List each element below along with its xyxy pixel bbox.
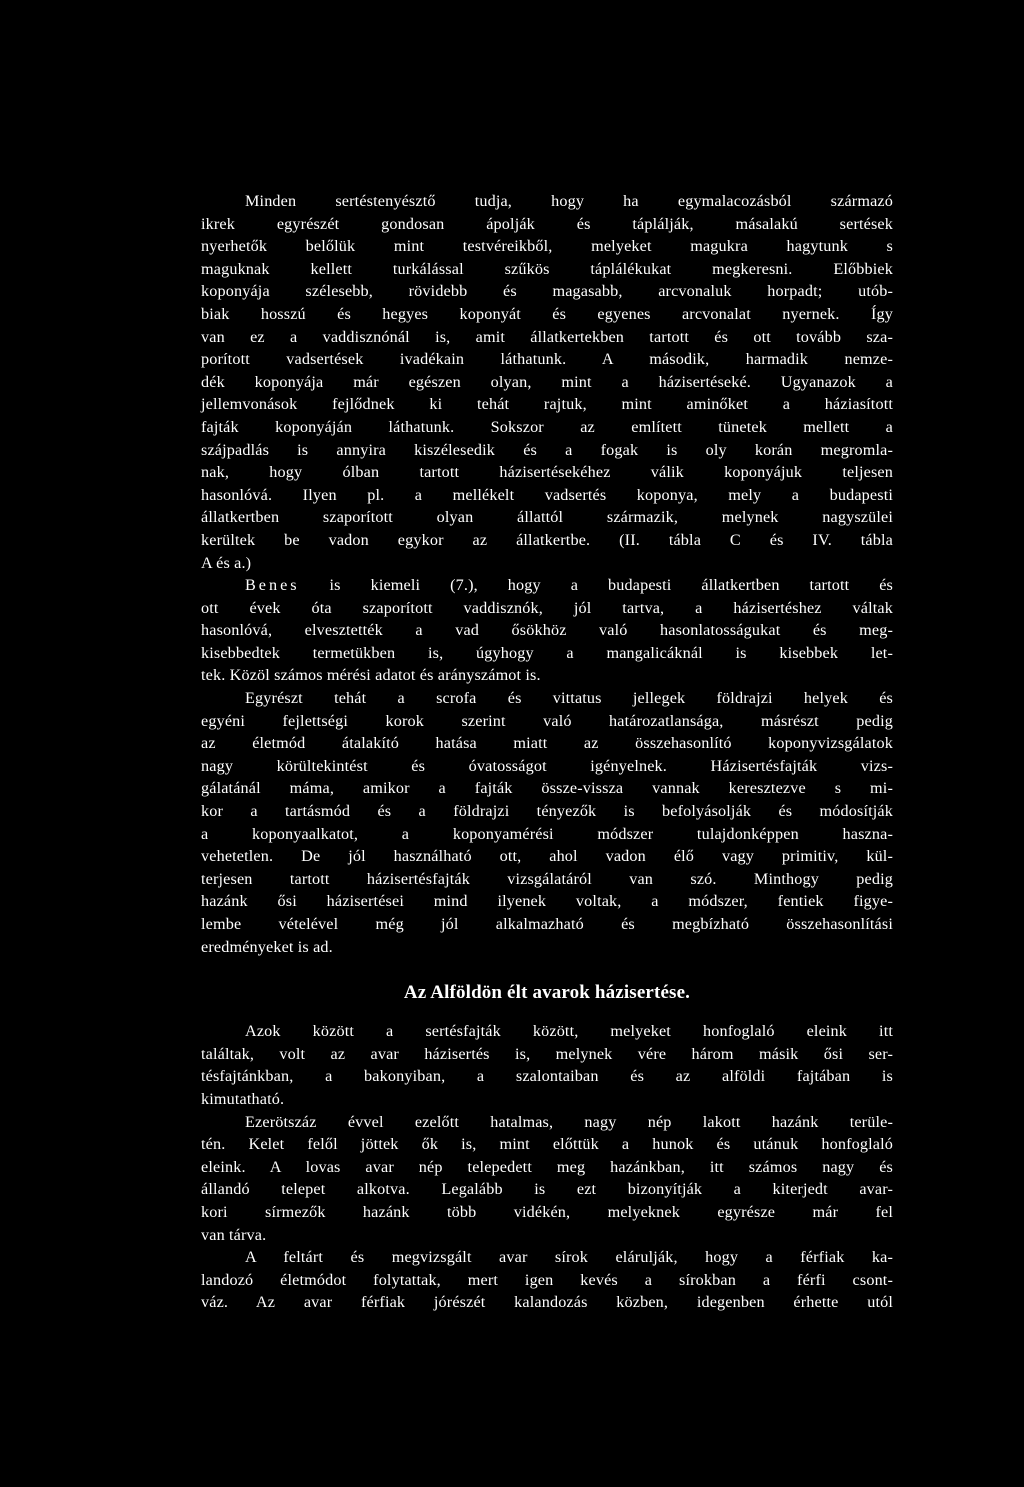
text-line: nak, hogy ólban tartott házisertésekéhez válik koponyájuk teljesen <box>201 463 893 482</box>
paragraph-section-1 <box>201 190 893 574</box>
text-line: gálatánál máma, amikor a fajták össze-vissza vannak keresztezve s mi- <box>201 779 893 798</box>
text-line: váz. Az avar férfiak jórészét kalandozás közben, idegenben érhette utól <box>201 1293 893 1312</box>
text-line: hasonlóvá. Ilyen pl. a mellékelt vadsertés koponya, mely a budapesti <box>201 485 893 504</box>
text-line: kori sírmezők hazánk több vidékén, melyeknek egyrésze már fel <box>201 1202 893 1221</box>
text-line: porított vadsertések ivadékain láthatunk. A második, harmadik nemze- <box>201 350 893 369</box>
text-line: kor a tartásmód és a földrajzi tényezők is befolyásolják és módosítják <box>201 802 893 821</box>
text-line: biak hosszú és hegyes koponyát és egyenes arcvonalat nyernek. Így <box>201 304 893 323</box>
text-line: jellemvonások fejlődnek ki tehát rajtuk, mint aminőket a háziasított <box>201 395 893 414</box>
body-text <box>201 190 893 1314</box>
text-line: tén. Kelet felől jöttek ők is, mint előttük a hunok és utánuk honfoglaló <box>201 1135 893 1154</box>
text-line: Egyrészt tehát a scrofa és vittatus jellegek földrajzi helyek és <box>245 689 893 708</box>
text-line <box>201 574 893 597</box>
text-line: nyerhetők belőlük mint testvéreikből, melyeket magukra hagytunk s <box>201 237 893 256</box>
text-line: hasonlóvá, elvesztették a vad ősökhöz való hasonlatosságukat és meg- <box>201 621 893 640</box>
text-line: a koponyaalkatot, a koponyamérési módszer tulajdonképpen haszna- <box>201 824 893 843</box>
text-line: az életmód átalakító hatása miatt az összehasonlító koponyvizsgálatok <box>201 734 893 753</box>
text-line: eleink. A lovas avar nép telepedett meg hazánkban, itt számos nagy és <box>201 1157 893 1176</box>
text-line: hazánk ősi házisertései mind ilyenek voltak, a módszer, fentiek figye- <box>201 892 893 911</box>
text-line: ikrek egyrészét gondosan ápolják és táplálják, másalakú sertések <box>201 214 893 233</box>
text-line: fajták koponyáján láthatunk. Sokszor az említett tünetek mellett a <box>201 417 893 436</box>
text-line: kisebbedtek termetükben is, úgyhogy a mangalicáknál is kisebbek let- <box>201 643 893 662</box>
text-line: Azok között a sertésfajták között, melyeket honfoglaló eleink itt <box>245 1022 893 1041</box>
text-line: Ezerötszáz évvel ezelőtt hatalmas, nagy nép lakott hazánk terüle- <box>245 1112 893 1131</box>
text-line: dék koponyája már egészen olyan, mint a házisertéseké. Ugyanazok a <box>201 372 893 391</box>
text-line: A feltárt és megvizsgált avar sírok elárulják, hogy a férfiak ka- <box>245 1248 893 1267</box>
text-line: koponyája szélesebb, rövidebb és magasabb, arcvonaluk horpadt; utób- <box>201 282 893 301</box>
paragraph-section-4 <box>201 1020 893 1314</box>
text-line: van tárva. <box>201 1225 267 1244</box>
text-line: állandó telepet alkotva. Legalább is ezt bizonyítják a kiterjedt avar- <box>201 1180 893 1199</box>
author-name: Benes <box>245 576 300 595</box>
text-line: vehetetlen. De jól használható ott, ahol vadon élő vagy primitiv, kül- <box>201 847 893 866</box>
text-line: lembe vételével még jól alkalmazható és megbízható összehasonlítási <box>201 915 893 933</box>
text-line: terjesen tartott házisertésfajták vizsgálatáról van szó. Minthogy pedig <box>201 869 893 888</box>
text-line: landozó életmódot folytattak, mert igen kevés a sírokban a férfi csont- <box>201 1270 893 1289</box>
text-line: nagy körültekintést és óvatosságot igényelnek. Házisertésfajták vizs- <box>201 756 893 775</box>
text-line: kerültek be vadon egykor az állatkertbe. (II. tábla C és IV. tábla <box>201 530 893 549</box>
text-line: állatkertben szaporított olyan állattól származik, melynek nagyszülei <box>201 508 893 527</box>
paragraph-section-3 <box>201 687 893 958</box>
text-line: maguknak kellett turkálással szűkös táplálékukat megkeresni. Előbbiek <box>201 259 893 278</box>
paragraph-section-2 <box>201 574 893 687</box>
section-heading: Az Alföldön élt avarok házisertése. <box>403 982 691 1004</box>
text-line: Minden sertéstenyésztő tudja, hogy ha egymalacozásból származó <box>245 192 893 210</box>
line-text: is kiemeli (7.), hogy a budapesti állatkertben tartott és <box>299 576 893 595</box>
text-line: kimutatható. <box>201 1089 285 1108</box>
text-line: A és a.) <box>201 553 252 572</box>
text-line: eredményeket is ad. <box>201 937 333 956</box>
text-line: tek. Közöl számos mérési adatot és arányszámot is. <box>201 666 541 685</box>
text-line: ott évek óta szaporított vaddisznók, jól tartva, a házisertéshez váltak <box>201 598 893 617</box>
text-line: egyéni fejlettségi korok szerint való határozatlansága, másrészt pedig <box>201 711 893 730</box>
text-line: szájpadlás is annyira kiszélesedik és a fogak is oly korán megromla- <box>201 440 893 459</box>
text-line: tésfajtánkban, a bakonyiban, a szalontaiban és az alföldi fajtában is <box>201 1067 893 1086</box>
text-line: van ez a vaddisznónál is, amit állatkertekben tartott és ott tovább sza- <box>201 327 893 346</box>
text-line: találtak, volt az avar házisertés is, melynek vére három másik ősi ser- <box>201 1044 893 1063</box>
